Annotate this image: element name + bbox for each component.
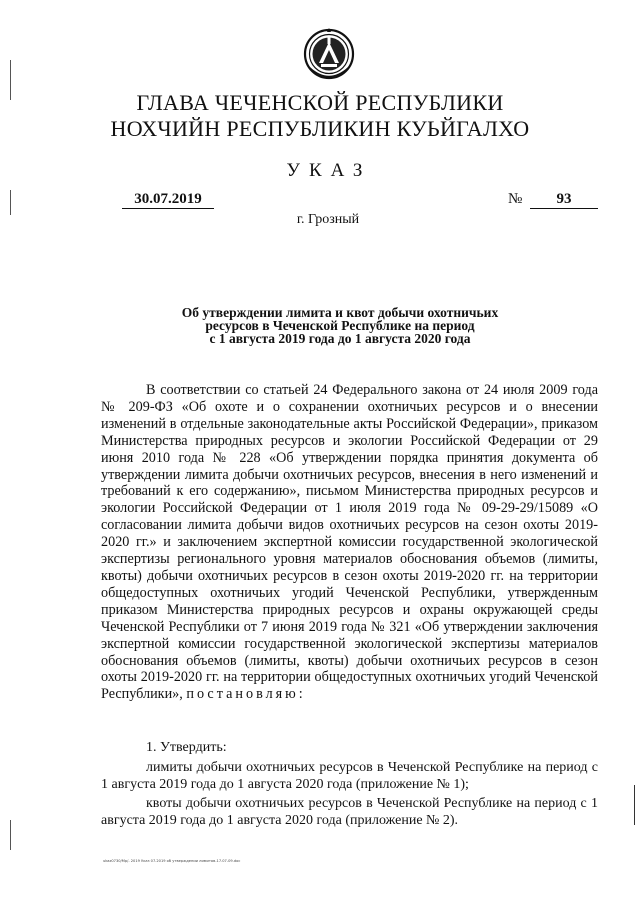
title-line: с 1 августа 2019 года до 1 августа 2020 года	[209, 331, 471, 346]
header-title-ru: ГЛАВА ЧЕЧЕНСКОЙ РЕСПУБЛИКИ	[136, 90, 504, 115]
preamble-text: В соответствии со статьей 24 Федерального закона от 24 июля 2009 года № 209-ФЗ «Об охоте и о сохранении охотничьих ресурсов и о внесении изменений в отдельные законодательные акты Российской Федерации», приказом Министерства природных ресурсов и экологии Российской Федерации от 29 июня 2010 года № 228 «Об утверждении порядка принятия документа об утверждении лимита добычи охотничьих ресурсов, внесения в него изменений и требований к его содержанию», письмом Министерства природных ресурсов и экологии Российской Федерации от 1 июля 2019 года № 09-29-29/15089 «О согласовании лимита добычи видов охотничьих ресурсов на сезон охоты 2019-2020 гг.» и заключением экспертной комиссии государственной экологической экспертизы регионального уровня материалов обоснования объемов (лимиты, квоты) добычи охотничьих ресурсов в сезон охоты 2019-2020 гг. на территории общедоступных охотничьих угодий Чеченской Республики, утвержденным приказом Министерства природных ресурсов и охраны окружающей среды Чеченской Республики от 7 июня 2019 года № 321 «Об утверждении заключения экспертной комиссии государственной экологической экспертизы материалов обоснования объемов (лимиты, квоты) добычи охотничьих ресурсов в сезон охоты 2019-2020 гг. на территории общедоступных охотничьих угодий Чеченской Республики»,	[101, 382, 598, 703]
preamble-paragraph	[101, 382, 598, 703]
title-line: Об утверждении лимита и квот добычи охотничьих	[181, 305, 499, 320]
item-1-heading: 1. Утвердить:	[146, 740, 227, 755]
item-1-limits: лимиты добычи охотничьих ресурсов в Чеченской Республике на период с 1 августа 2019 года до 1 августа 2020 года (приложение № 1);	[101, 759, 598, 792]
item-1-quotas: квоты добычи охотничьих ресурсов в Чеченской Республике на период с 1 августа 2019 года до 1 августа 2020 года (приложение № 2).	[101, 796, 598, 829]
chechen-republic-emblem-icon	[302, 23, 356, 85]
scan-edge-mark	[634, 785, 635, 825]
city-label: г. Грозный	[296, 212, 360, 227]
number-sign: №	[508, 191, 523, 207]
decree-title	[140, 306, 540, 345]
footer-file-code: ukaz0730/Mp/- 2019 Указ 07.2019 об утверждении лимитов-17.07-09.doc	[103, 859, 241, 863]
scan-edge-mark	[10, 820, 11, 850]
resolve-word: постановляю:	[186, 686, 306, 703]
title-line: ресурсов в Чеченской Республике на период	[205, 318, 475, 333]
header-title-ce: НОХЧИЙН РЕСПУБЛИКИН КУЬЙГАЛХО	[110, 116, 530, 141]
scan-edge-mark	[10, 190, 11, 215]
resolution-list	[101, 740, 598, 833]
decree-number: 93	[530, 191, 598, 209]
decree-heading: УКАЗ	[286, 160, 372, 181]
scan-edge-mark	[10, 60, 11, 100]
preamble-block	[101, 382, 598, 703]
decree-date: 30.07.2019	[122, 191, 214, 209]
